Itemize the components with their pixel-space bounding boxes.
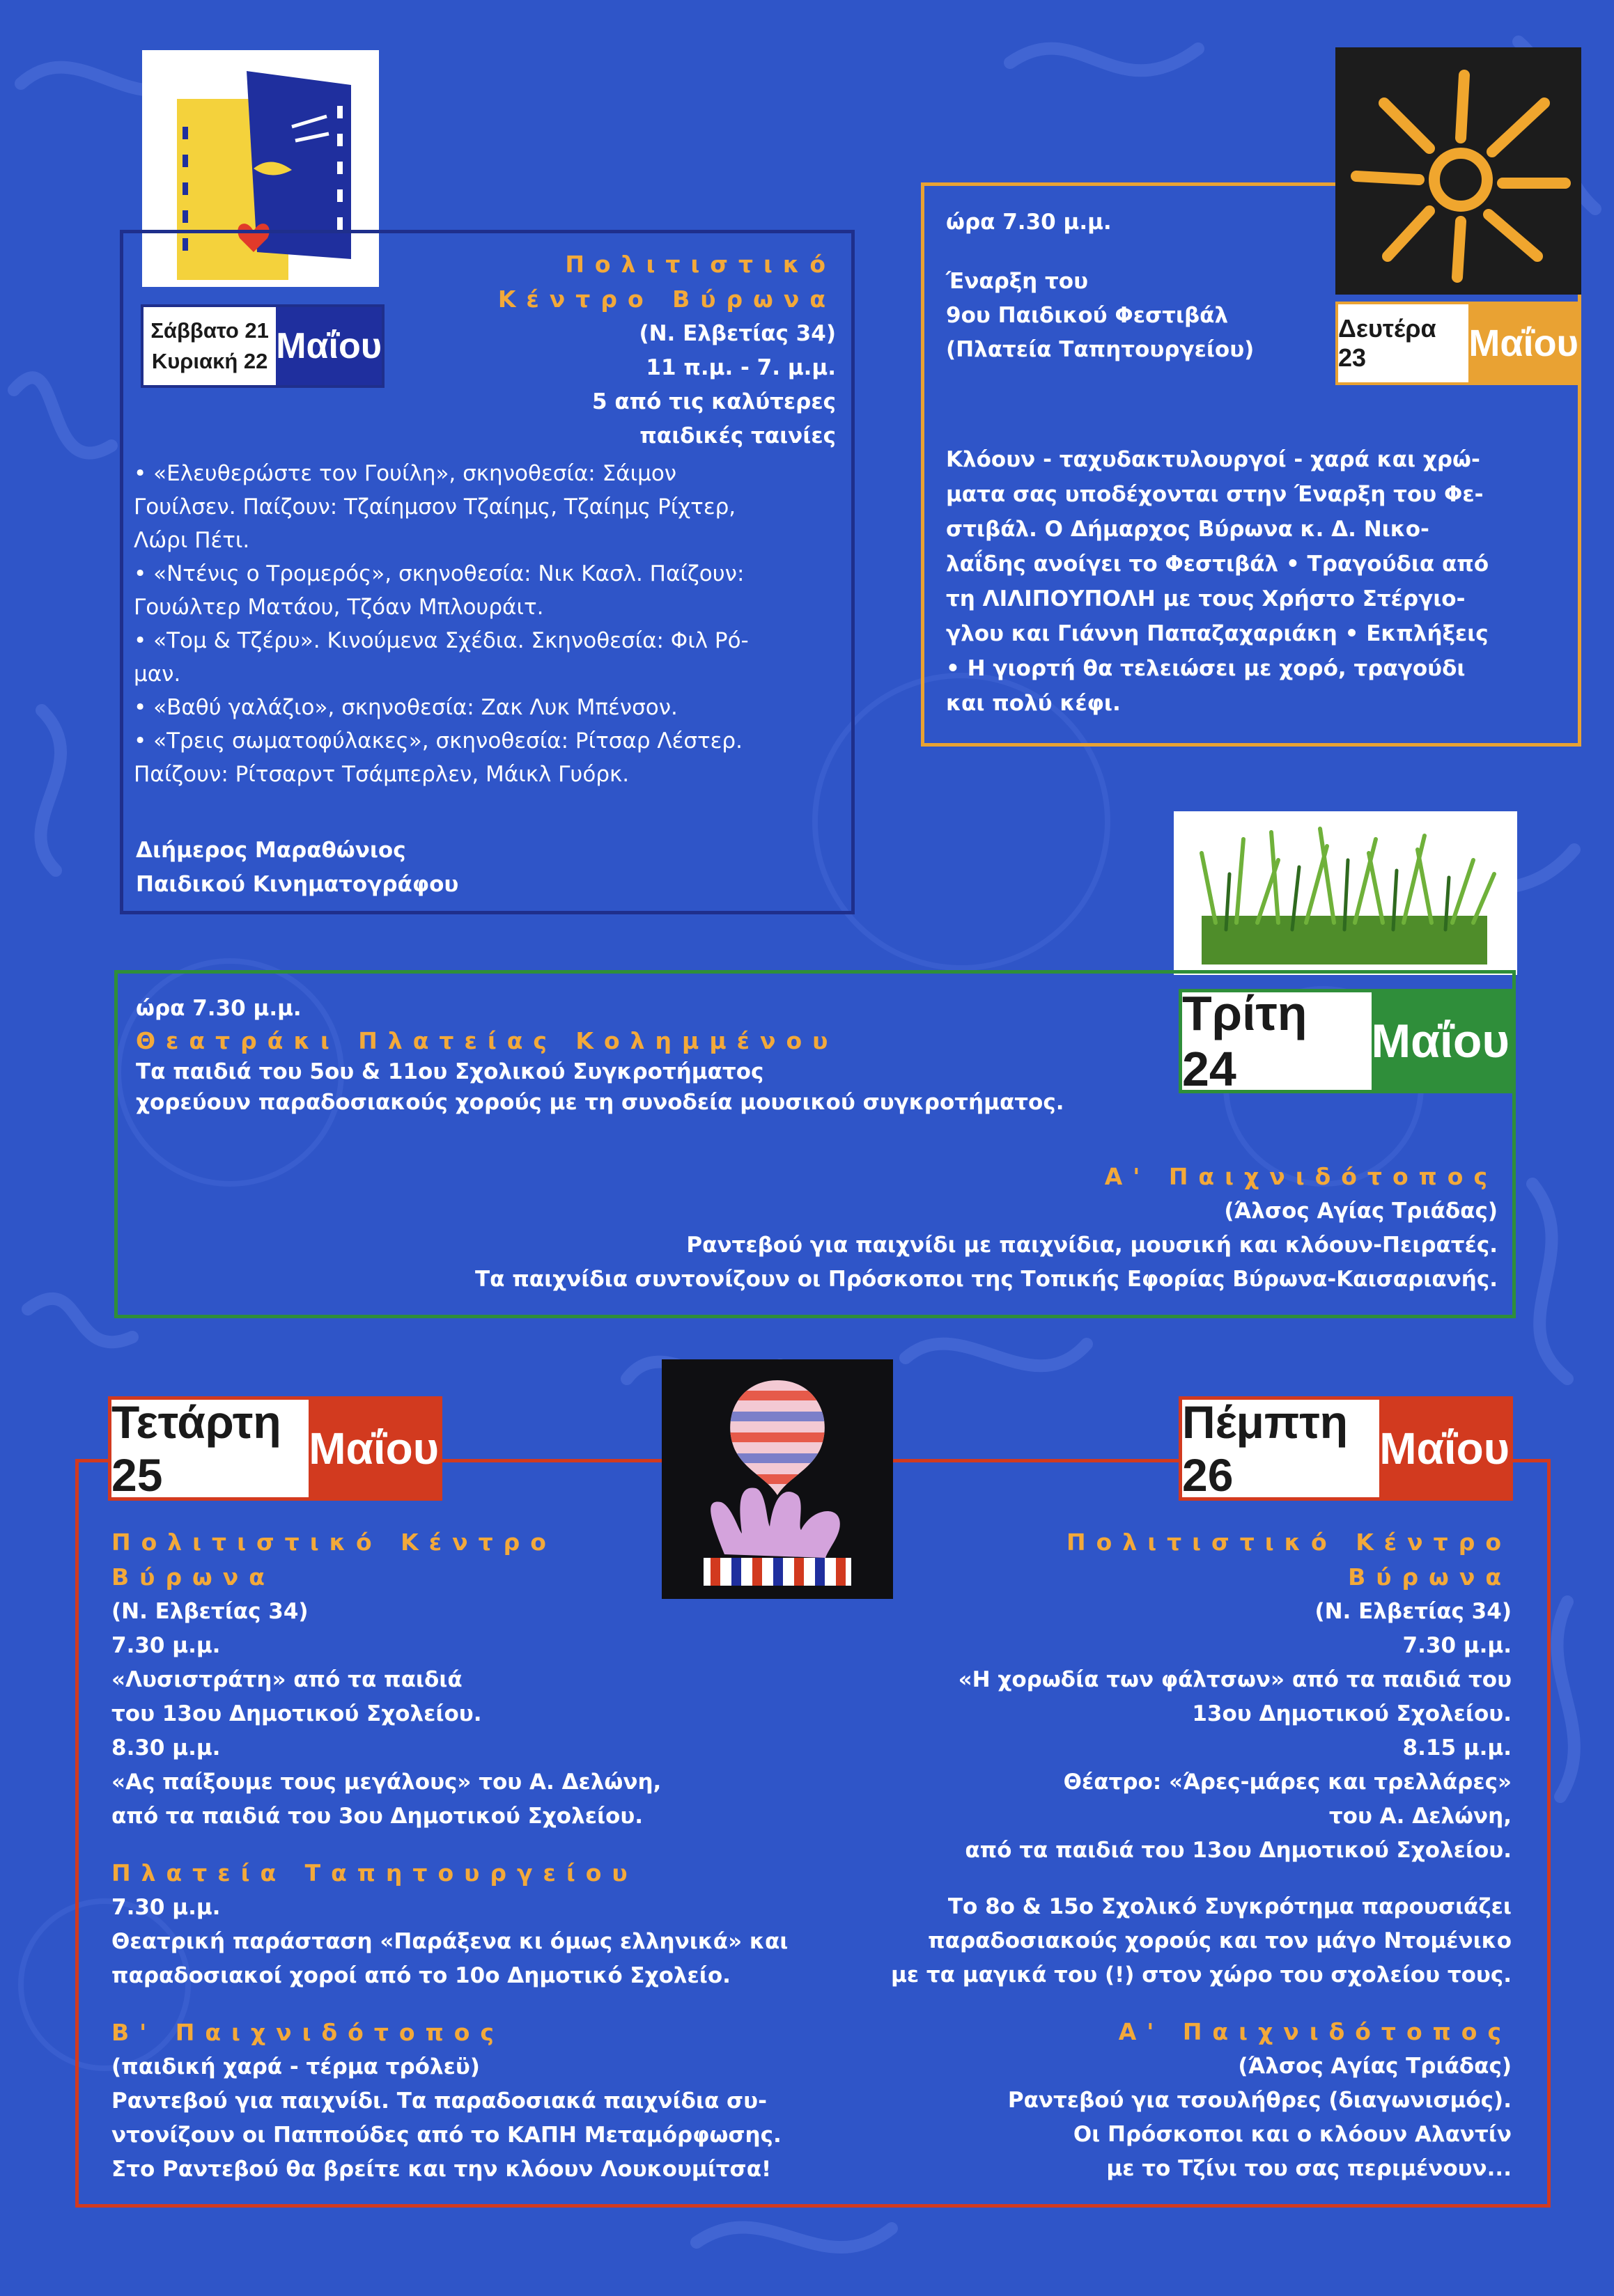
wednesday-square-line1: Θεατρική παράσταση «Παράξενα κι όμως ελληνικά» και bbox=[111, 1929, 789, 1954]
wednesday-column bbox=[111, 1525, 850, 2187]
film-item: • «Ντένις ο Τρομερός», σκηνοθεσία: Νικ Κασλ. Παίζουν: Γουώλτερ Ματάου, Τζόαν Μπλουράιτ. bbox=[134, 561, 745, 620]
tuesday-play-place: (Άλσος Αγίας Τριάδας) bbox=[1224, 1198, 1498, 1224]
thursday-column bbox=[878, 1525, 1512, 2186]
tuesday-play-title: Α' Παιχνιδότοπος bbox=[1104, 1163, 1498, 1190]
monday-date-badge bbox=[1335, 302, 1581, 385]
sun-icon bbox=[1335, 47, 1581, 295]
wednesday-address: (Ν. Ελβετίας 34) bbox=[111, 1599, 309, 1624]
badge-day-sunday: Κυριακή 22 bbox=[151, 349, 268, 373]
tuesday-play-line1: Ραντεβού για παιχνίδι με παιχνίδια, μουσική και κλόουν-Πειρατές. bbox=[686, 1233, 1498, 1258]
thursday-play-title: Α' Παιχνιδότοπος bbox=[1118, 2018, 1512, 2045]
film-item: • «Βαθύ γαλάζιο», σκηνοθεσία: Ζακ Λυκ Μπένσον. bbox=[134, 695, 678, 720]
monday-body bbox=[946, 442, 1562, 721]
saturday-venue-line1: Πολιτιστικό bbox=[565, 251, 836, 278]
monday-time: ώρα 7.30 μ.μ. bbox=[946, 210, 1112, 235]
wednesday-show2-line2: από τα παιδιά του 3ου Δημοτικού Σχολείου. bbox=[111, 1804, 644, 1829]
wednesday-show2-line1: «Ας παίξουμε τους μεγάλους» του Α. Δελώνη, bbox=[111, 1770, 662, 1795]
monday-body-line: τη ΛΙΛΙΠΟΥΠΟΛΗ με τους Χρήστο Στέργιο- bbox=[946, 586, 1466, 611]
monday-opening-line1: Έναρξη του bbox=[946, 269, 1089, 294]
wednesday-square: Πλατεία Ταπητουργείου bbox=[111, 1859, 638, 1887]
wednesday-play-line3: Στο Ραντεβού θα βρείτε και την κλόουν Λουκουμίτσα! bbox=[111, 2157, 772, 2182]
thursday-play-line1: Ραντεβού για τσουλήθρες (διαγωνισμός). bbox=[1007, 2088, 1512, 2113]
monday-body-line: Κλόουν - ταχυδακτυλουργοί - χαρά και χρώ- bbox=[946, 447, 1480, 472]
grass-icon bbox=[1174, 811, 1517, 975]
thursday-school-line2: παραδοσιακούς χορούς και τον μάγο Ντομένικο bbox=[928, 1928, 1512, 1953]
saturday-footer bbox=[136, 834, 693, 902]
badge-day: Τετάρτη 25 bbox=[111, 1400, 309, 1497]
badge-month: Μαΐου bbox=[1468, 304, 1578, 382]
saturday-footer-line1: Διήμερος Μαραθώνιος bbox=[136, 838, 406, 863]
thursday-show1-line1: «Η χορωδία των φάλτσων» από τα παιδιά του bbox=[958, 1667, 1512, 1692]
tuesday-time: ώρα 7.30 μ.μ. bbox=[136, 996, 302, 1021]
monday-opening-line2: 9ου Παιδικού Φεστιβάλ bbox=[946, 303, 1229, 328]
wednesday-date-badge bbox=[108, 1396, 442, 1501]
tuesday-play-block bbox=[209, 1159, 1498, 1297]
thursday-address: (Ν. Ελβετίας 34) bbox=[1314, 1599, 1512, 1624]
thursday-show2-line1: Θέατρο: «Άρες-μάρες και τρελλάρες» bbox=[1063, 1770, 1512, 1795]
thursday-play-line3: με το Τζίνι του σας περιμένουν... bbox=[1106, 2156, 1512, 2181]
wednesday-time1: 7.30 μ.μ. bbox=[111, 1633, 221, 1658]
badge-day: Δευτέρα 23 bbox=[1338, 304, 1468, 382]
monday-intro bbox=[946, 205, 1336, 367]
wednesday-square-time: 7.30 μ.μ. bbox=[111, 1895, 221, 1920]
tuesday-play-line2: Τα παιχνίδια συντονίζουν οι Πρόσκοποι της Τοπικής Εφορίας Βύρωνα-Καισαριανής. bbox=[475, 1267, 1498, 1292]
badge-month: Μαΐου bbox=[1372, 992, 1510, 1090]
wednesday-show1-line2: του 13ου Δημοτικού Σχολείου. bbox=[111, 1701, 482, 1726]
badge-day: Πέμπτη 26 bbox=[1182, 1400, 1379, 1497]
saturday-intro-line1: 5 από τις καλύτερες bbox=[591, 389, 836, 414]
saturday-venue-line2: Κέντρο Βύρωνα bbox=[497, 286, 836, 313]
thursday-play-line2: Οι Πρόσκοποι και ο κλόουν Αλαντίν bbox=[1073, 2122, 1512, 2147]
wednesday-show1-line1: «Λυσιστράτη» από τα παιδιά bbox=[111, 1667, 463, 1692]
film-item: • «Τομ & Τζέρυ». Κινούμενα Σχέδια. Σκηνοθεσία: Φιλ Ρό- μαν. bbox=[134, 628, 749, 687]
saturday-address: (Ν. Ελβετίας 34) bbox=[639, 321, 836, 346]
thursday-venue-line2: Βύρωνα bbox=[1348, 1563, 1512, 1591]
thursday-time2: 8.15 μ.μ. bbox=[1402, 1735, 1512, 1760]
saturday-intro-line2: παιδικές ταινίες bbox=[639, 423, 836, 448]
thursday-show2-line2: του Α. Δελώνη, bbox=[1328, 1804, 1512, 1829]
thursday-venue-line1: Πολιτιστικό Κέντρο bbox=[1066, 1529, 1512, 1556]
monday-body-line: στιβάλ. Ο Δήμαρχος Βύρωνα κ. Δ. Νικο- bbox=[946, 517, 1429, 542]
thursday-play-place: (Άλσος Αγίας Τριάδας) bbox=[1238, 2054, 1512, 2079]
thursday-show1-line2: 13ου Δημοτικού Σχολείου. bbox=[1192, 1701, 1512, 1726]
tuesday-illustration bbox=[1174, 811, 1517, 975]
badge-month: Μαΐου bbox=[309, 1400, 439, 1497]
tuesday-venue: Θεατράκι Πλατείας Κολημμένου bbox=[136, 1027, 839, 1054]
saturday-footer-line2: Παιδικού Κινηματογράφου bbox=[136, 872, 459, 897]
monday-opening-line3: (Πλατεία Ταπητουργείου) bbox=[946, 337, 1255, 362]
saturday-venue-block bbox=[418, 247, 836, 453]
thursday-school-line1: Το 8ο & 15ο Σχολικό Συγκρότημα παρουσιάζει bbox=[947, 1894, 1512, 1919]
monday-body-line: λαΐδης ανοίγει το Φεστιβάλ • Τραγούδια από bbox=[946, 552, 1489, 577]
monday-body-line: και πολύ κέφι. bbox=[946, 691, 1121, 716]
wednesday-play-line2: ντονίζουν οι Παππούδες από το ΚΑΠΗ Μεταμόρφωσης. bbox=[111, 2123, 782, 2148]
badge-day-saturday: Σάββατο 21 bbox=[150, 318, 269, 343]
thursday-date-badge bbox=[1179, 1396, 1513, 1501]
badge-month: Μαΐου bbox=[276, 307, 382, 385]
film-item: • «Ελευθερώστε τον Γουίλη», σκηνοθεσία: Σάιμον Γουίλσεν. Παίζουν: Τζαίημσον Τζαίημς, Τζαίημς Ρίχτερ, Λώρι Πέτι. bbox=[134, 461, 736, 553]
wednesday-venue-line1: Πολιτιστικό Κέντρο bbox=[111, 1529, 557, 1556]
wednesday-time2: 8.30 μ.μ. bbox=[111, 1735, 221, 1760]
saturday-film-list bbox=[134, 457, 837, 791]
tuesday-line1: Τα παιδιά του 5ου & 11ου Σχολικού Συγκροτήματος bbox=[136, 1059, 764, 1084]
wednesday-venue-line2: Βύρωνα bbox=[111, 1563, 275, 1591]
tuesday-content bbox=[136, 992, 1181, 1118]
monday-body-line: • Η γιορτή θα τελειώσει με χορό, τραγούδι bbox=[946, 656, 1466, 681]
film-item: • «Τρεις σωματοφύλακες», σκηνοθεσία: Ρίτσαρ Λέστερ. Παίζουν: Ρίτσαρντ Τσάμπερλεν, Μάικλ Γυόρκ. bbox=[134, 728, 743, 787]
wednesday-square-line2: παραδοσιακοί χοροί από το 10ο Δημοτικό Σχολείο. bbox=[111, 1963, 731, 1988]
saturday-time: 11 π.μ. - 7. μ.μ. bbox=[646, 355, 836, 380]
wednesday-play-place: (παιδική χαρά - τέρμα τρόλεϋ) bbox=[111, 2054, 480, 2079]
tuesday-date-badge bbox=[1179, 986, 1513, 1096]
thursday-time1: 7.30 μ.μ. bbox=[1402, 1633, 1512, 1658]
thursday-show2-line3: από τα παιδιά του 13ου Δημοτικού Σχολείου. bbox=[965, 1838, 1512, 1863]
wednesday-play-line1: Ραντεβού για παιχνίδι. Τα παραδοσιακά παιχνίδια συ- bbox=[111, 2088, 767, 2114]
badge-day: Τρίτη 24 bbox=[1182, 992, 1372, 1090]
wednesday-play-title: Β' Παιχνιδότοπος bbox=[111, 2019, 504, 2046]
monday-illustration bbox=[1335, 47, 1581, 295]
tuesday-line2: χορεύουν παραδοσιακούς χορούς με τη συνοδεία μουσικού συγκροτήματος. bbox=[136, 1090, 1064, 1115]
monday-body-line: ματα σας υποδέχονται στην Έναρξη του Φε- bbox=[946, 482, 1484, 507]
monday-body-line: γλου και Γιάννη Παπαζαχαριάκη • Εκπλήξεις bbox=[946, 621, 1489, 646]
thursday-school-line3: με τα μαγικά του (!) στον χώρο του σχολείου τους. bbox=[891, 1962, 1512, 1987]
badge-month: Μαΐου bbox=[1379, 1400, 1510, 1497]
